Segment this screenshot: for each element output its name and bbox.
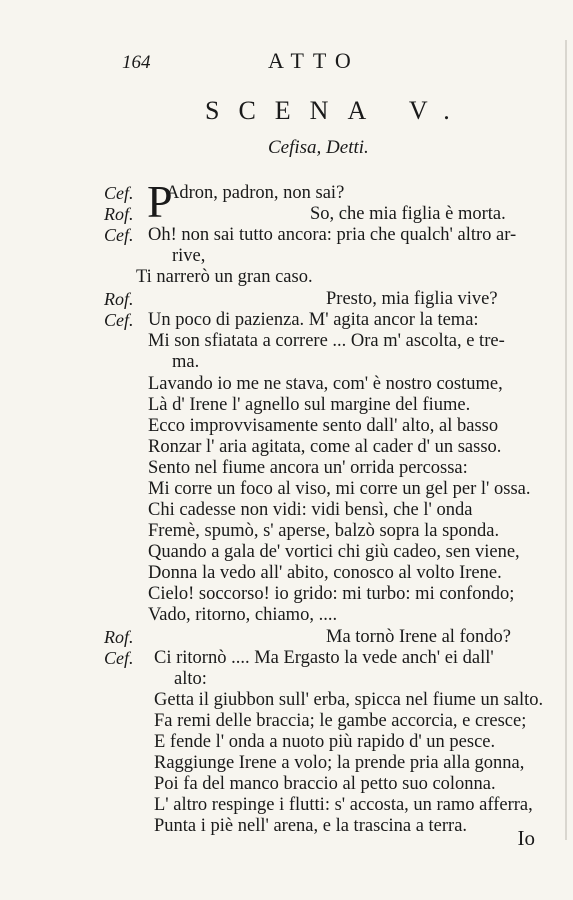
verse-line: E fende l' onda a nuoto più rapido d' un pesce. [154, 732, 496, 752]
verse-line: Fremè, spumò, s' aperse, balzò sopra la sponda. [148, 521, 500, 541]
verse-line: Lavando io me ne stava, com' è nostro costume, [148, 374, 503, 394]
page-number: 164 [122, 52, 151, 73]
verse-line: rive, [172, 246, 206, 266]
scene-title: SCENA V. [205, 96, 469, 125]
catchword: Io [517, 826, 535, 850]
verse-line: Raggiunge Irene a volo; la prende pria alla gonna, [154, 753, 525, 773]
verse-line: Donna la vedo all' abito, conosco al volto Irene. [148, 563, 502, 583]
verse-line: Adron, padron, non sai? [166, 183, 345, 203]
speaker-label: Rof. [104, 627, 134, 647]
verse-line: Getta il giubbon sull' erba, spicca nel fiume un salto. [154, 690, 544, 710]
verse-line: Mi son sfiatata a correre ... Ora m' ascolta, e tre- [148, 331, 505, 351]
verse-line: So, che mia figlia è morta. [310, 204, 506, 224]
verse-line: Chi cadesse non vidi: vidi bensì, che l' onda [148, 500, 473, 520]
speaker-label: Rof. [104, 289, 134, 309]
verse-line: Poi fa del manco braccio al petto suo colonna. [154, 774, 496, 794]
speaker-label: Cef. [104, 648, 134, 668]
page-edge [565, 40, 567, 840]
verse-line: Ma tornò Irene al fondo? [326, 627, 511, 647]
verse-line: Là d' Irene l' agnello sul margine del fiume. [148, 395, 471, 415]
verse-line: Fa remi delle braccia; le gambe accorcia, e cresce; [154, 711, 527, 731]
verse-line: Ecco improvvisamente sento dall' alto, al basso [148, 416, 499, 436]
running-title: ATTO [268, 48, 360, 73]
verse-line: Ronzar l' aria agitata, come al cader d' un sasso. [148, 437, 502, 457]
verse-line: Ci ritornò .... Ma Ergasto la vede anch' ei dall' [154, 648, 494, 668]
scene-cast: Cefisa, Detti. [268, 137, 369, 158]
verse-line: Mi corre un foco al viso, mi corre un gel per l' ossa. [148, 479, 531, 499]
drop-cap: P [147, 176, 173, 227]
verse-line: Cielo! soccorso! io grido: mi turbo: mi confondo; [148, 584, 515, 604]
verse-line: Punta i piè nell' arena, e la trascina a terra. [154, 816, 468, 836]
verse-line: ma. [172, 352, 200, 372]
verse-line: Un poco di pazienza. M' agita ancor la tema: [148, 310, 479, 330]
speaker-label: Rof. [104, 204, 134, 224]
verse-line: Vado, ritorno, chiamo, .... [148, 605, 338, 625]
verse-line: L' altro respinge i flutti: s' accosta, un ramo afferra, [154, 795, 533, 815]
speaker-label: Cef. [104, 183, 134, 203]
verse-line: Ti narrerò un gran caso. [136, 267, 313, 287]
verse-line: Oh! non sai tutto ancora: pria che qualch' altro ar- [148, 225, 517, 245]
verse-line: Presto, mia figlia vive? [326, 289, 498, 309]
verse-line: alto: [174, 669, 207, 689]
verse-line: Sento nel fiume ancora un' orrida percossa: [148, 458, 468, 478]
speaker-label: Cef. [104, 310, 134, 330]
speaker-label: Cef. [104, 225, 134, 245]
verse-line: Quando a gala de' vortici chi giù cadeo, sen viene, [148, 542, 520, 562]
